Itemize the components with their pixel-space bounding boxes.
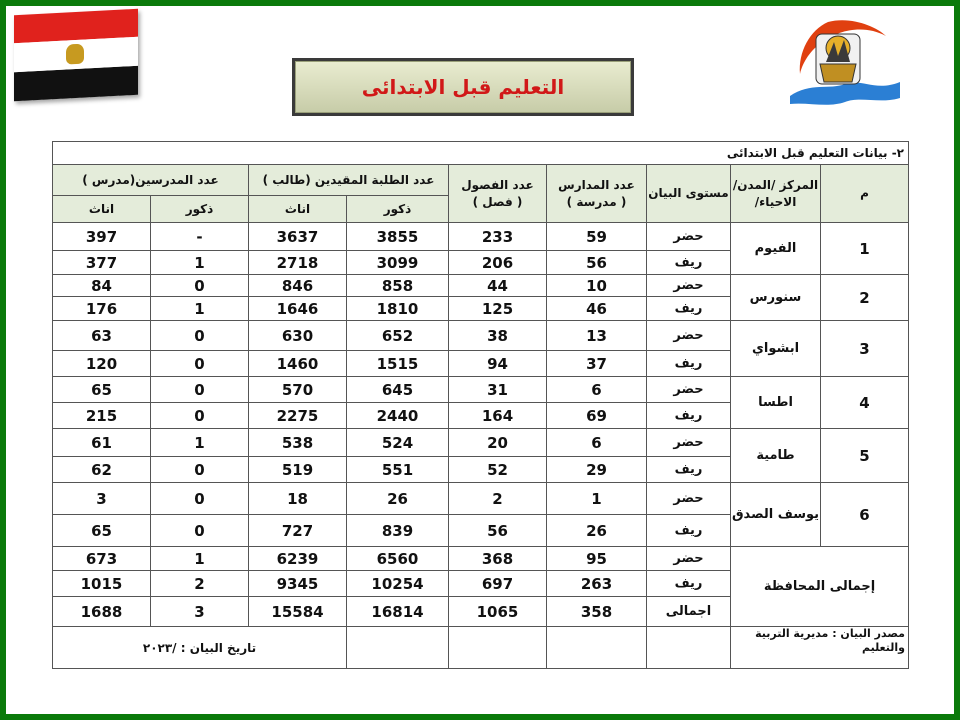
header-teachers-male: ذكور: [151, 196, 249, 223]
teachers-female-cell: 397: [53, 223, 151, 251]
classes-cell: 20: [449, 429, 547, 457]
students-male-cell: 645: [347, 377, 449, 403]
eagle-emblem-icon: [66, 44, 84, 65]
totals-schools-cell: 263: [547, 571, 647, 597]
pre-primary-education-table: [52, 141, 909, 669]
totals-level-cell: حضر: [647, 547, 731, 571]
schools-cell: 6: [547, 377, 647, 403]
title-banner: [292, 58, 634, 116]
totals-schools-cell: 95: [547, 547, 647, 571]
totals-schools-cell: 358: [547, 597, 647, 627]
level-cell: ريف: [647, 351, 731, 377]
teachers-male-cell: 0: [151, 457, 249, 483]
header-teachers: عدد المدرسين(مدرس ): [53, 165, 249, 196]
center-name-cell: يوسف الصدق: [731, 483, 821, 547]
totals-teachers-male-cell: 3: [151, 597, 249, 627]
row-number-cell: 2: [821, 275, 909, 321]
empty-cell-2: [547, 627, 647, 669]
students-female-cell: 3637: [249, 223, 347, 251]
totals-level-cell: ريف: [647, 571, 731, 597]
header-classes: عدد الفصول ( فصل ): [449, 165, 547, 223]
schools-cell: 37: [547, 351, 647, 377]
teachers-female-cell: 65: [53, 515, 151, 547]
students-female-cell: 2718: [249, 251, 347, 275]
teachers-female-cell: 3: [53, 483, 151, 515]
teachers-male-cell: 0: [151, 515, 249, 547]
header-students-female: اناث: [249, 196, 347, 223]
source-note: مصدر البيان : مديرية التربية والتعليم: [731, 627, 909, 669]
students-female-cell: 570: [249, 377, 347, 403]
level-cell: حضر: [647, 321, 731, 351]
totals-row: [53, 547, 909, 571]
row-number-cell: 3: [821, 321, 909, 377]
totals-teachers-male-cell: 1: [151, 547, 249, 571]
teachers-female-cell: 377: [53, 251, 151, 275]
classes-cell: 52: [449, 457, 547, 483]
students-male-cell: 26: [347, 483, 449, 515]
schools-cell: 69: [547, 403, 647, 429]
row-number-cell: 6: [821, 483, 909, 547]
students-male-cell: 652: [347, 321, 449, 351]
center-name-cell: طامية: [731, 429, 821, 483]
classes-cell: 44: [449, 275, 547, 297]
header-students: عدد الطلبة المقيدين (طالب ): [249, 165, 449, 196]
level-cell: ريف: [647, 251, 731, 275]
students-female-cell: 538: [249, 429, 347, 457]
footer-row: [53, 627, 909, 669]
teachers-male-cell: 0: [151, 483, 249, 515]
teachers-female-cell: 61: [53, 429, 151, 457]
schools-cell: 6: [547, 429, 647, 457]
classes-cell: 94: [449, 351, 547, 377]
totals-level-cell: اجمالى: [647, 597, 731, 627]
level-cell: حضر: [647, 275, 731, 297]
totals-teachers-female-cell: 673: [53, 547, 151, 571]
schools-cell: 59: [547, 223, 647, 251]
table-row: [53, 429, 909, 457]
page-title: التعليم قبل الابتدائى: [361, 75, 565, 99]
schools-cell: 26: [547, 515, 647, 547]
empty-cell-1: [647, 627, 731, 669]
egypt-flag-icon: [14, 9, 138, 101]
classes-cell: 233: [449, 223, 547, 251]
row-number-cell: 4: [821, 377, 909, 429]
students-male-cell: 551: [347, 457, 449, 483]
level-cell: ريف: [647, 403, 731, 429]
table-row: [53, 377, 909, 403]
teachers-female-cell: 120: [53, 351, 151, 377]
row-number-cell: 5: [821, 429, 909, 483]
level-cell: حضر: [647, 223, 731, 251]
totals-teachers-female-cell: 1688: [53, 597, 151, 627]
teachers-male-cell: 1: [151, 429, 249, 457]
teachers-female-cell: 65: [53, 377, 151, 403]
table-row: [53, 321, 909, 351]
header-teachers-female: اناث: [53, 196, 151, 223]
teachers-male-cell: 0: [151, 321, 249, 351]
teachers-male-cell: 1: [151, 297, 249, 321]
schools-cell: 10: [547, 275, 647, 297]
students-female-cell: 630: [249, 321, 347, 351]
fayoum-governorate-logo: [790, 12, 900, 108]
level-cell: حضر: [647, 377, 731, 403]
students-female-cell: 18: [249, 483, 347, 515]
level-cell: ريف: [647, 457, 731, 483]
schools-cell: 46: [547, 297, 647, 321]
classes-cell: 56: [449, 515, 547, 547]
students-male-cell: 1515: [347, 351, 449, 377]
totals-students-male-cell: 6560: [347, 547, 449, 571]
totals-classes-cell: 368: [449, 547, 547, 571]
teachers-female-cell: 63: [53, 321, 151, 351]
center-name-cell: ابشواي: [731, 321, 821, 377]
header-level: مستوى البيان: [647, 165, 731, 223]
students-female-cell: 846: [249, 275, 347, 297]
classes-cell: 206: [449, 251, 547, 275]
totals-teachers-female-cell: 1015: [53, 571, 151, 597]
empty-cell-4: [347, 627, 449, 669]
totals-students-male-cell: 10254: [347, 571, 449, 597]
teachers-male-cell: 0: [151, 351, 249, 377]
students-male-cell: 1810: [347, 297, 449, 321]
totals-students-female-cell: 6239: [249, 547, 347, 571]
classes-cell: 38: [449, 321, 547, 351]
header-schools: عدد المدارس ( مدرسة ): [547, 165, 647, 223]
classes-cell: 2: [449, 483, 547, 515]
level-cell: ريف: [647, 297, 731, 321]
students-female-cell: 519: [249, 457, 347, 483]
table-caption: ٢- بيانات التعليم قبل الابتدائى: [53, 142, 909, 165]
teachers-male-cell: 1: [151, 251, 249, 275]
center-name-cell: اطسا: [731, 377, 821, 429]
students-female-cell: 2275: [249, 403, 347, 429]
students-female-cell: 727: [249, 515, 347, 547]
teachers-male-cell: -: [151, 223, 249, 251]
header-center: المركز /المدن/الاحياء/: [731, 165, 821, 223]
schools-cell: 13: [547, 321, 647, 351]
schools-cell: 56: [547, 251, 647, 275]
table-row: [53, 483, 909, 515]
empty-cell-3: [449, 627, 547, 669]
header-m: م: [821, 165, 909, 223]
schools-cell: 29: [547, 457, 647, 483]
table-row: [53, 275, 909, 297]
students-female-cell: 1646: [249, 297, 347, 321]
students-male-cell: 858: [347, 275, 449, 297]
level-cell: ريف: [647, 515, 731, 547]
totals-students-female-cell: 15584: [249, 597, 347, 627]
totals-classes-cell: 1065: [449, 597, 547, 627]
teachers-female-cell: 215: [53, 403, 151, 429]
classes-cell: 125: [449, 297, 547, 321]
students-male-cell: 524: [347, 429, 449, 457]
totals-students-male-cell: 16814: [347, 597, 449, 627]
center-name-cell: سنورس: [731, 275, 821, 321]
teachers-male-cell: 0: [151, 403, 249, 429]
totals-label-cell: إجمالى المحافظة: [731, 547, 909, 627]
table-row: [53, 223, 909, 251]
students-male-cell: 839: [347, 515, 449, 547]
totals-classes-cell: 697: [449, 571, 547, 597]
totals-students-female-cell: 9345: [249, 571, 347, 597]
teachers-female-cell: 176: [53, 297, 151, 321]
level-cell: حضر: [647, 429, 731, 457]
totals-teachers-male-cell: 2: [151, 571, 249, 597]
classes-cell: 31: [449, 377, 547, 403]
row-number-cell: 1: [821, 223, 909, 275]
teachers-male-cell: 0: [151, 377, 249, 403]
header-students-male: ذكور: [347, 196, 449, 223]
classes-cell: 164: [449, 403, 547, 429]
students-male-cell: 3855: [347, 223, 449, 251]
students-male-cell: 3099: [347, 251, 449, 275]
students-male-cell: 2440: [347, 403, 449, 429]
schools-cell: 1: [547, 483, 647, 515]
center-name-cell: الفيوم: [731, 223, 821, 275]
teachers-female-cell: 62: [53, 457, 151, 483]
teachers-female-cell: 84: [53, 275, 151, 297]
teachers-male-cell: 0: [151, 275, 249, 297]
level-cell: حضر: [647, 483, 731, 515]
students-female-cell: 1460: [249, 351, 347, 377]
data-date-note: تاريخ البيان : /٢٠٢٣: [53, 627, 347, 669]
